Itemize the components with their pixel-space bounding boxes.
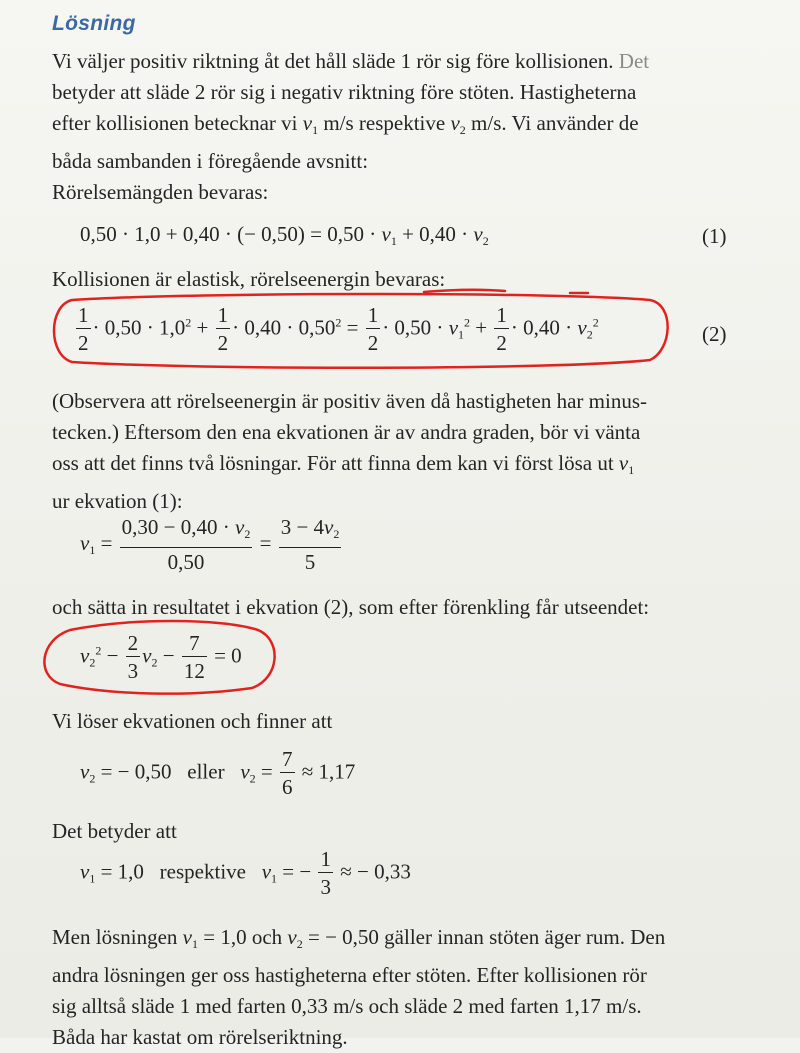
- v2-solutions: $v_2$ = − 0,50 eller $v_2$ = $\frac{7}{6}$ ≈ 1,17: [80, 747, 356, 799]
- observation-paragraph: (Observera att rörelseenergin är positiv även då hastigheten har minus- tecken.) Eftersom den ena ekvationen är av andra graden, bör vi vänta oss att det finns två lösningar. För att finna dem kan vi först lösa ut $v_1$ ur ekvation (1):: [52, 389, 647, 513]
- solve-text: Vi löser ekvationen och finner att: [52, 709, 333, 733]
- solution-heading: Lösning: [52, 12, 136, 35]
- conclusion-paragraph: Men lösningen $v_1 = 1,0$ och $v_2$ = − 0,50 gäller innan stöten äger rum. Den andra lösningen ger oss hastigheterna efter stöten. Efter kollisionen rör sig alltså släde 1 med farten 0,33 m/s och släde 2 med farten 1,17 m/s. Båda har kastat om rörelseriktning.: [52, 925, 666, 1049]
- equation-1: 0,50 · 1,0 + 0,40 · (− $0,50) = 0,50 \cdot v_1 + 0,40 \cdot v_2$: [80, 222, 489, 248]
- elastic-collision-text: Kollisionen är elastisk, rörelseenergin bevaras:: [52, 267, 446, 291]
- equation-v1-solve: $v_1$ = $\frac{0,30 - 0,40 \cdot v_2}{0,50}$ = $\frac{3 - 4v_2}{5}$: [80, 515, 340, 574]
- fraction-half: $\frac{1}{2}$: [367, 303, 379, 355]
- fraction-v1: $\frac{0,30 - 0,40 \cdot v_2}{0,50}$: [121, 515, 251, 574]
- fraction-seven-sixths: $\frac{7}{6}$: [282, 747, 293, 799]
- equation-2: $\frac{1}{2}$ · $0,50 \cdot 1,0^2$ + $\frac{1}{2}$ · $0,40 \cdot 0,50^2$ = $\frac{1}{2}$ · $0,50 \cdot v_1^2$ + $\frac{1}{2}$ · $0,40 \cdot v_2^2$: [78, 303, 599, 355]
- meaning-text: Det betyder att: [52, 819, 177, 843]
- fraction-simplified: $\frac{3 - 4v_2}{5}$: [280, 515, 340, 574]
- text-line: Rörelsemängden bevaras:: [52, 180, 269, 204]
- quadratic-equation: $v_2^2$ − $\frac{2}{3}$ $v_2$ − $\frac{7}{12}$ = 0: [80, 631, 242, 683]
- equation-number-2: (2): [702, 322, 727, 346]
- text-line: Vi väljer positiv riktning åt det håll släde 1 rör sig före kollisionen. Det: [52, 49, 650, 73]
- intro-paragraph: [52, 46, 742, 208]
- fraction-seven-twelfths: $\frac{7}{12}$: [183, 631, 205, 683]
- fraction-half: $\frac{1}{2}$: [217, 303, 229, 355]
- fraction-half: $\frac{1}{2}$: [496, 303, 507, 355]
- substitution-text: och sätta in resultatet i ekvation (2), som efter förenkling får utseendet:: [52, 595, 650, 619]
- v1-solutions: $v_1 = 1,0$ respektive $v_1$ = − $\frac{1}{3}$ ≈ − 0,33: [80, 847, 411, 899]
- fraction-two-thirds: $\frac{2}{3}$: [127, 631, 139, 683]
- fraction-one-third: $\frac{1}{3}$: [320, 847, 331, 899]
- fraction-half: $\frac{1}{2}$: [78, 303, 89, 355]
- text-line: båda sambanden i föregående avsnitt:: [52, 149, 369, 173]
- equation-number-1: (1): [702, 224, 727, 248]
- text-line: betyder att släde 2 rör sig i negativ riktning före stöten. Hastigheterna: [52, 80, 637, 104]
- text-line: efter kollisionen betecknar vi $v_1$ m/s respektive $v_2$ m/s. Vi använder de: [52, 111, 639, 137]
